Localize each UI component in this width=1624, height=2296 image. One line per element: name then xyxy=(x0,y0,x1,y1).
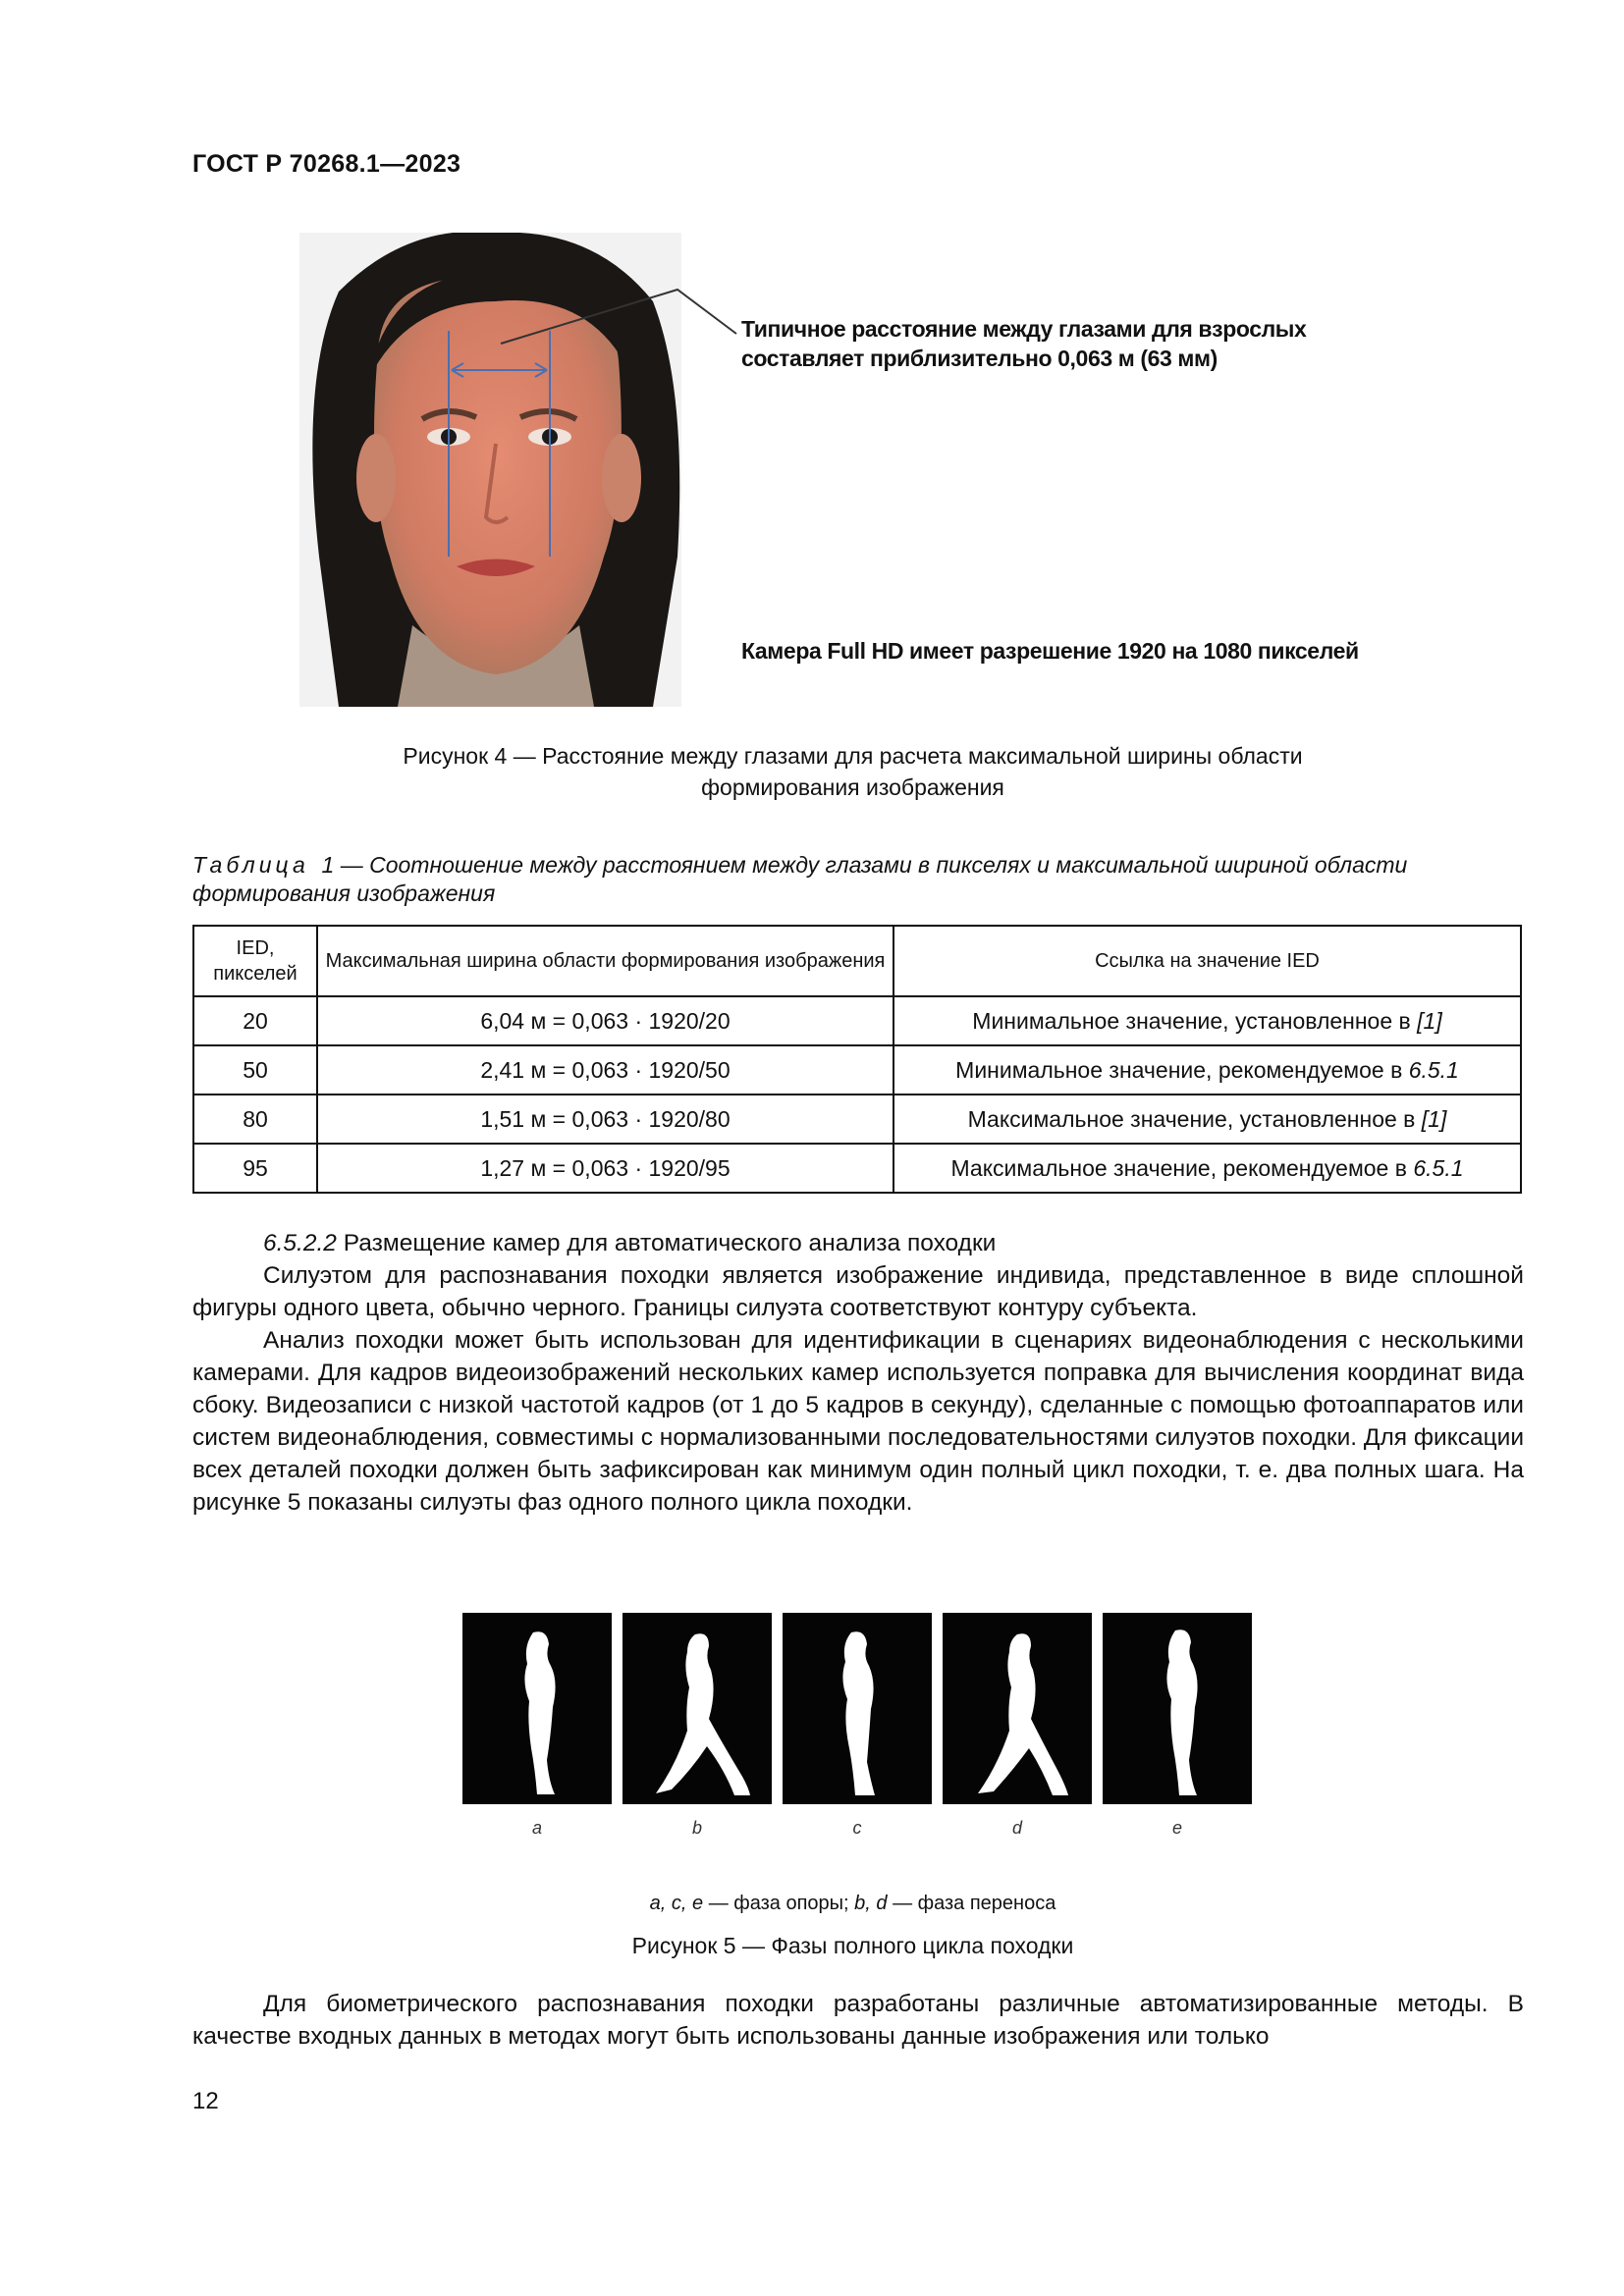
paragraph-silhouette-definition: Силуэтом для распознавания походки является изображение индивида, представленное в виде сплошной фигуры одного цвета, обычно черного. Границы силуэта соответствуют контуру субъекта. xyxy=(192,1262,1524,1321)
paragraph-gait-analysis: Анализ походки может быть использован для идентификации в сценариях видеонаблюдения с несколькими камерами. Для кадров видеоизображений нескольких камер используется поправка для вычисления координат вида сбоку. Видеозаписи с низкой частотой кадров (от 1 до 5 кадров в секунду), сделанные с помощью фотоаппаратов или систем видеонаблюдения, совместимы с нормализованными последовательностями силуэтов походки. Для фиксации всех деталей походки должен быть зафиксирован как минимум один полный цикл походки, т. е. два полных шага. На рисунке 5 показаны силуэты фаз одного полного цикла походки. xyxy=(192,1327,1524,1516)
gait-silhouette-a xyxy=(462,1613,612,1804)
cell-width: 1,27 м = 0,063 · 1920/95 xyxy=(317,1144,893,1193)
header-max-width: Максимальная ширина области формирования изображения xyxy=(317,926,893,996)
cell-reference xyxy=(893,1095,1521,1144)
header-ied-reference: Ссылка на значение IED xyxy=(893,926,1521,996)
reference-citation: 6.5.1 xyxy=(1408,1056,1459,1083)
section-number: 6.5.2.2 xyxy=(263,1230,337,1256)
phase-label-b: b xyxy=(691,1818,702,1838)
table-header-row xyxy=(193,926,1521,996)
reference-citation: [1] xyxy=(1421,1105,1447,1132)
page-number: 12 xyxy=(192,2088,219,2114)
callout-interocular-distance: Типичное расстояние между глазами для взрослых составляет приблизительно 0,063 м (63 мм) xyxy=(741,316,1307,371)
legend-support-text: — фаза опоры; xyxy=(703,1893,855,1914)
table-row xyxy=(193,1095,1521,1144)
table-title xyxy=(192,851,1520,908)
phase-label-c: c xyxy=(852,1818,862,1838)
gait-silhouette-e xyxy=(1103,1613,1252,1804)
phase-label-a: a xyxy=(531,1818,542,1838)
cell-ied: 50 xyxy=(193,1045,317,1095)
reference-text: Минимальное значение, рекомендуемое в xyxy=(955,1056,1409,1083)
section-heading xyxy=(192,1227,1524,1259)
table-title-text: 1 — Соотношение между расстоянием между глазами в пикселях и максимальной шириной области формирования изображения xyxy=(192,852,1408,906)
cell-reference xyxy=(893,1045,1521,1095)
cell-ied: 20 xyxy=(193,996,317,1045)
tail-section xyxy=(192,1988,1524,2053)
cell-width: 1,51 м = 0,063 · 1920/80 xyxy=(317,1095,893,1144)
legend-transfer-phases: b, d xyxy=(854,1893,888,1914)
reference-text: Максимальное значение, рекомендуемое в xyxy=(950,1154,1414,1181)
cell-ied: 80 xyxy=(193,1095,317,1144)
phase-label-e: e xyxy=(1171,1818,1182,1838)
section-title: Размещение камер для автоматического анализа походки xyxy=(336,1230,997,1256)
header-ied: IED, пикселей xyxy=(193,926,317,996)
ied-table xyxy=(192,925,1522,1194)
table-row xyxy=(193,996,1521,1045)
paragraph-gait-methods: Для биометрического распознавания походки разработаны различные автоматизированные методы. В качестве входных данных в методах могут быть использованы данные изображения или только xyxy=(192,1991,1524,2050)
table-title-label: Таблица xyxy=(192,852,309,878)
legend-support-phases: a, c, e xyxy=(649,1893,704,1914)
figure5-caption: Рисунок 5 — Фазы полного цикла походки xyxy=(631,1933,1074,1958)
cell-width: 6,04 м = 0,063 · 1920/20 xyxy=(317,996,893,1045)
table-row xyxy=(193,1144,1521,1193)
document-header: ГОСТ Р 70268.1—2023 xyxy=(192,150,461,178)
gait-silhouette-b xyxy=(623,1613,772,1804)
cell-width: 2,41 м = 0,063 · 1920/50 xyxy=(317,1045,893,1095)
reference-text: Минимальное значение, установленное в xyxy=(972,1007,1418,1034)
cell-reference xyxy=(893,1144,1521,1193)
gait-silhouette-d xyxy=(943,1613,1092,1804)
figure4-caption xyxy=(192,740,1513,803)
callout-camera-resolution: Камера Full HD имеет разрешение 1920 на 1080 пикселей xyxy=(741,638,1359,664)
figure4-caption-line1: Рисунок 4 — Расстояние между глазами для расчета максимальной ширины области xyxy=(403,743,1303,769)
callout-leader-line xyxy=(442,285,746,363)
cell-ied: 95 xyxy=(193,1144,317,1193)
reference-citation: [1] xyxy=(1417,1007,1442,1034)
cell-reference xyxy=(893,996,1521,1045)
reference-text: Максимальное значение, установленное в xyxy=(967,1105,1422,1132)
phase-label-d: d xyxy=(1011,1818,1022,1838)
reference-citation: 6.5.1 xyxy=(1413,1154,1464,1181)
section-6-5-2-2 xyxy=(192,1227,1524,1519)
gait-silhouette-c xyxy=(783,1613,932,1804)
figure5-legend xyxy=(192,1888,1513,1919)
table-row xyxy=(193,1045,1521,1095)
figure4-caption-line2: формирования изображения xyxy=(701,774,1004,800)
legend-transfer-text: — фаза переноса xyxy=(887,1893,1056,1914)
